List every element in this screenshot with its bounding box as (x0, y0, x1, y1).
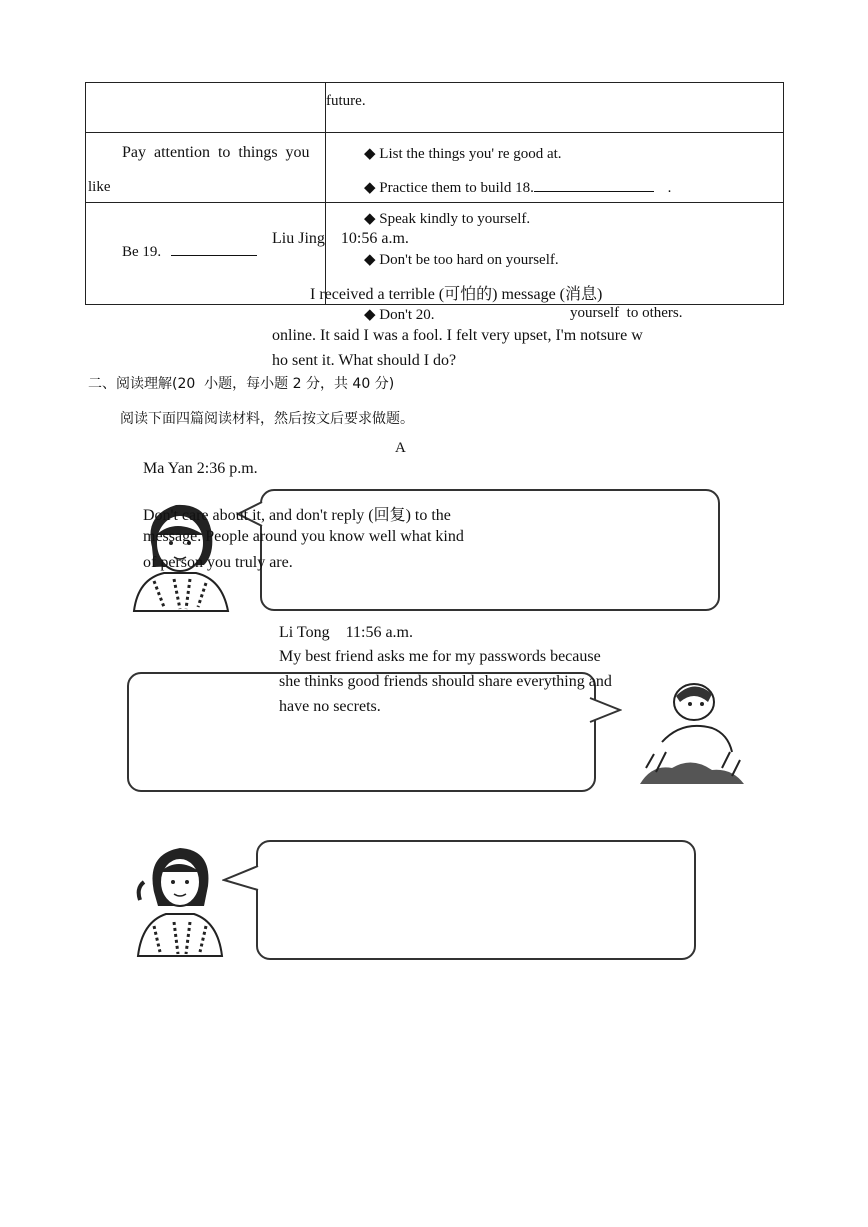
diamond-bullet-icon: ◆ (364, 146, 376, 162)
diamond-bullet-icon: ◆ (364, 211, 376, 227)
table-top-border (85, 82, 784, 83)
passage-letter: A (395, 440, 406, 456)
bullet-text: Don't be too hard on yourself. (379, 252, 559, 268)
table-row2-bullet2 (364, 178, 671, 197)
diamond-bullet-icon: ◆ (364, 252, 376, 268)
li-tong-line3: have no secrets. (279, 698, 381, 715)
diamond-bullet-icon: ◆ (364, 180, 376, 196)
li-tong-header: Li Tong 11:56 a.m. (279, 624, 413, 641)
bullet-text: Speak kindly to yourself. (379, 211, 531, 227)
table-row3-left (122, 244, 257, 261)
answer-blank-18[interactable] (534, 191, 654, 192)
ma-yan-line2: message. People around you know well what kind (143, 528, 464, 545)
table-row3-bullet3 (364, 305, 435, 324)
ma-yan-line1: Don't care about it, and don't reply (回复) to the (143, 507, 451, 524)
liu-jing-header: Liu Jing 10:56 a.m. (272, 230, 409, 247)
ma-yan-line3: of person you truly are. (143, 554, 293, 571)
bullet-text: Practice them to build 18. (379, 180, 534, 196)
bullet-text-end: . (667, 180, 672, 196)
liu-jing-line2: online. It said I was a fool. I felt very upset, I'm notsure w (272, 327, 643, 344)
li-tong-avatar (632, 672, 748, 788)
answer-blank-19[interactable] (171, 255, 257, 256)
table-row1-right-text: future. (326, 93, 366, 109)
bullet-text: Don't 20. (379, 307, 435, 323)
ma-yan-header: Ma Yan 2:36 p.m. (143, 460, 258, 477)
girl-avatar (134, 842, 226, 958)
li-tong-line2: she thinks good friends should share everything and (279, 673, 612, 690)
table-row2-left-line1: Pay attention to things you (122, 144, 310, 161)
table-row2-left-line2: like (88, 179, 111, 195)
table-row3-bullet3-end: yourself to others. (570, 305, 683, 321)
section-instruction: 阅读下面四篇阅读材料，然后按文后要求做题。 (120, 411, 414, 427)
table-row2-bullet1 (364, 144, 562, 163)
table-row-divider-2 (85, 202, 784, 203)
table-left-border (85, 82, 86, 305)
table-row3-bullet2 (364, 250, 559, 269)
bubble-tail (588, 696, 622, 726)
section-heading: 二、阅读理解(20 小题，每小题 2 分，共 40 分) (88, 376, 395, 392)
bubble-tail (222, 864, 260, 894)
row3-left-text: Be 19. (122, 244, 162, 260)
li-tong-line1: My best friend asks me for my passwords because (279, 648, 601, 665)
diamond-bullet-icon: ◆ (364, 307, 376, 323)
empty-speech-bubble (256, 840, 696, 960)
bullet-text: List the things you' re good at. (379, 146, 562, 162)
liu-jing-line3: ho sent it. What should I do? (272, 352, 457, 369)
table-column-divider (325, 82, 326, 305)
table-row-divider-1 (85, 132, 784, 133)
liu-jing-line1: I received a terrible (可怕的) message (消息) (310, 286, 603, 303)
table-right-border (783, 82, 784, 305)
table-row3-bullet1 (364, 209, 530, 228)
